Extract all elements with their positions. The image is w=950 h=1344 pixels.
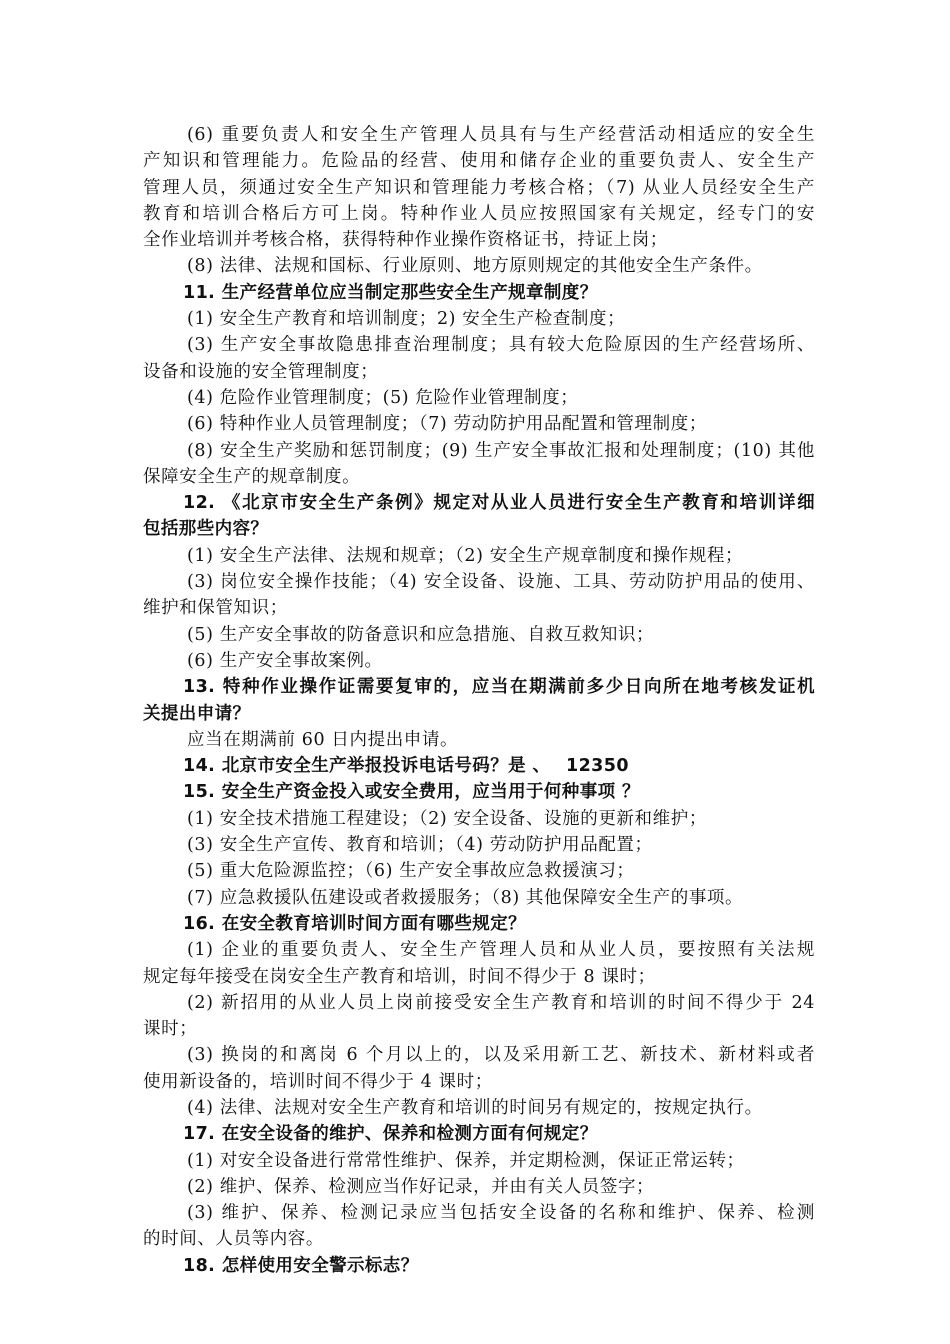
question-heading: 15. 安全生产资金投入或安全费用，应当用于何种事项 ？ (183, 782, 640, 803)
question-heading: 关提出申请？ (143, 703, 251, 724)
text-line: 管理人员，须通过安全生产知识和管理能力考核合格；（7) 从业人员经安全生产 (143, 177, 815, 198)
text-line: 保障安全生产的规章制度。 (143, 466, 361, 487)
question-heading: 14. 北京市安全生产举报投诉电话号码？是 、 12350 (183, 756, 629, 777)
question-heading: 17. 在安全设备的维护、保养和检测方面有何规定？ (183, 1124, 598, 1145)
text-line: 规定每年接受在岗安全生产教育和培训，时间不得少于 8 课时； (143, 966, 656, 987)
question-heading: 18. 怎样使用安全警示标志？ (183, 1255, 419, 1276)
question-heading: 11. 生产经营单位应当制定那些安全生产规章制度？ (183, 282, 598, 303)
text-line: (1) 安全生产法律、法规和规章；（2) 安全生产规章制度和操作规程； (187, 545, 744, 566)
text-line: (5) 重大危险源监控；（6) 生产安全事故应急救援演习； (187, 861, 635, 882)
question-heading: 13. 特种作业操作证需要复审的，应当在期满前多少日向所在地考核发证机 (183, 677, 815, 698)
question-heading: 16. 在安全教育培训时间方面有哪些规定？ (183, 913, 526, 934)
text-line: 教育和培训合格后方可上岗。特种作业人员应按照国家有关规定，经专门的安 (143, 203, 815, 224)
text-line: (8) 法律、法规和国标、行业原则、地方原则规定的其他安全生产条件。 (187, 256, 763, 277)
text-line: (4) 法律、法规对安全生产教育和培训的时间另有规定的，按规定执行。 (187, 1097, 763, 1118)
text-line: 全作业培训并考核合格，获得特种作业操作资格证书，持证上岗； (143, 230, 668, 251)
text-line: (3) 生产安全事故隐患排查治理制度；具有较大危险原因的生产经营场所、 (187, 335, 815, 356)
text-line: (3) 维护、保养、检测记录应当包括安全设备的名称和维护、保养、检测 (187, 1203, 815, 1224)
text-line: (4) 危险作业管理制度；(5) 危险作业管理制度； (187, 387, 579, 408)
text-line: (1) 对安全设备进行常常性维护、保养，并定期检测，保证正常运转； (187, 1150, 745, 1171)
text-line: 应当在期满前 60 日内提出申请。 (187, 729, 459, 750)
document-page (143, 122, 815, 1279)
text-line: 产知识和管理能力。危险品的经营、使用和储存企业的重要负责人、安全生产 (143, 151, 815, 172)
text-line: (1) 安全技术措施工程建设；（2) 安全设备、设施的更新和维护； (187, 808, 707, 829)
text-line: (6) 特种作业人员管理制度；（7) 劳动防护用品配置和管理制度； (187, 414, 707, 435)
text-line: (8) 安全生产奖励和惩罚制度；(9) 生产安全事故汇报和处理制度；(10) 其他 (187, 440, 815, 461)
text-line: (3) 岗位安全操作技能；（4) 安全设备、设施、工具、劳动防护用品的使用、 (187, 572, 815, 593)
question-heading: 包括那些内容？ (143, 519, 269, 540)
text-line: (7) 应急救援队伍建设或者救援服务；（8) 其他保障安全生产的事项。 (187, 887, 744, 908)
text-line: 设备和设施的安全管理制度； (143, 361, 379, 382)
text-line: (6) 生产安全事故案例。 (187, 650, 383, 671)
text-line: (2) 维护、保养、检测应当作好记录，并由有关人员签字； (187, 1176, 655, 1197)
text-line: 维护和保管知识； (143, 598, 288, 619)
text-line: (5) 生产安全事故的防备意识和应急措施、自救互救知识； (187, 624, 655, 645)
text-line: 课时； (143, 1019, 198, 1040)
text-line: 的时间、人员等内容。 (143, 1229, 324, 1250)
text-line: (1) 安全生产教育和培训制度；2) 安全生产检查制度； (187, 309, 626, 330)
text-line: (3) 安全生产宣传、教育和培训；（4) 劳动防护用品配置； (187, 835, 653, 856)
text-line: 使用新设备的，培训时间不得少于 4 课时； (143, 1071, 493, 1092)
text-line: (6) 重要负责人和安全生产管理人员具有与生产经营活动相适应的安全生 (187, 125, 815, 145)
text-line: (3) 换岗的和离岗 6 个月以上的，以及采用新工艺、新技术、新材料或者 (187, 1045, 815, 1066)
text-line: (2) 新招用的从业人员上岗前接受安全生产教育和培训的时间不得少于 24 (187, 992, 815, 1013)
question-heading: 12. 《北京市安全生产条例》规定对从业人员进行安全生产教育和培训详细 (183, 493, 815, 514)
text-line: (1) 企业的重要负责人、安全生产管理人员和从业人员，要按照有关法规 (187, 940, 815, 961)
